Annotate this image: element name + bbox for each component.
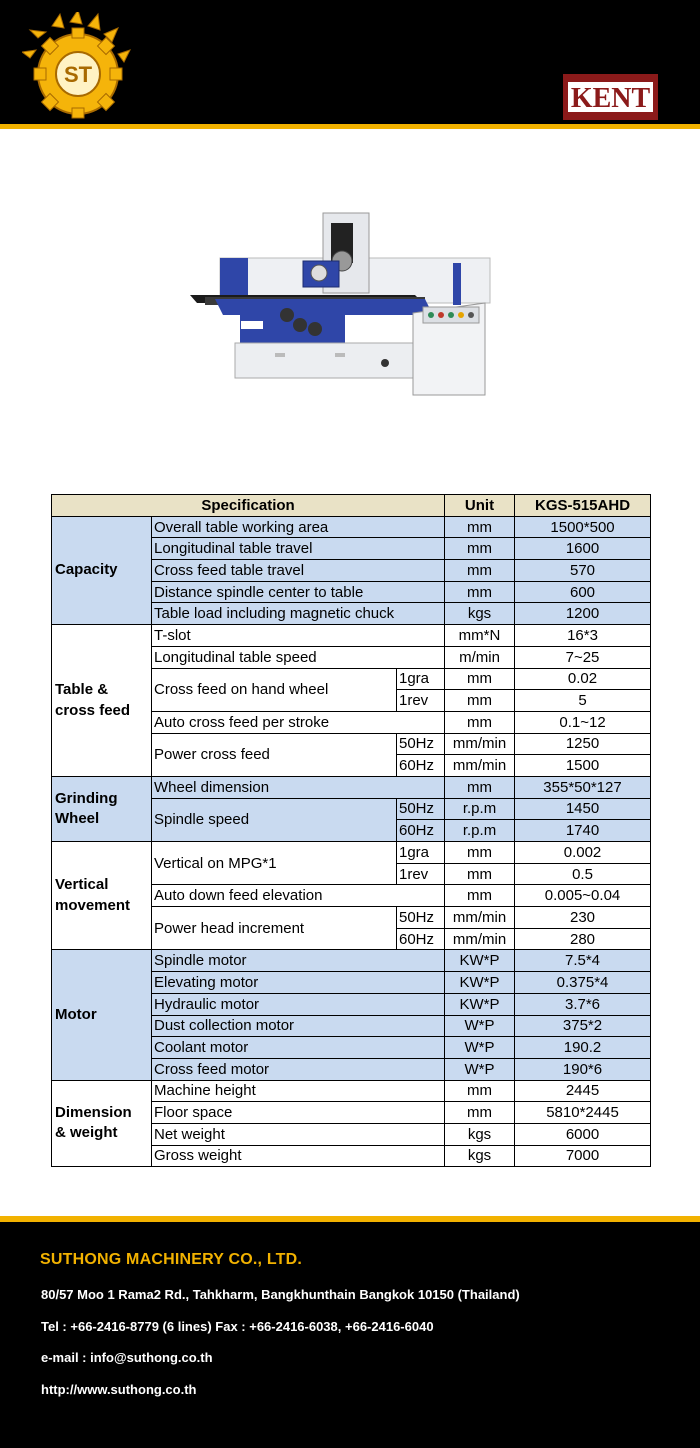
spec-unit: mm xyxy=(445,863,515,885)
spec-header: Specification xyxy=(52,495,445,517)
group-table-cross-feed xyxy=(52,625,152,777)
spec-unit: mm xyxy=(445,842,515,864)
spec-value: 0.005~0.04 xyxy=(515,885,651,907)
spec-name: Machine height xyxy=(152,1080,445,1102)
spec-unit: mm/min xyxy=(445,733,515,755)
spec-unit: W*P xyxy=(445,1058,515,1080)
spec-value: 375*2 xyxy=(515,1015,651,1037)
spec-value: 0.5 xyxy=(515,863,651,885)
spec-sub: 1rev xyxy=(397,690,445,712)
spec-unit: mm/min xyxy=(445,907,515,929)
spec-value: 1500*500 xyxy=(515,516,651,538)
spec-name: Floor space xyxy=(152,1102,445,1124)
spec-sub: 50Hz xyxy=(397,798,445,820)
spec-value: 190*6 xyxy=(515,1058,651,1080)
spec-value: 190.2 xyxy=(515,1037,651,1059)
group-label: Dimension & weight xyxy=(55,1104,132,1142)
table-row xyxy=(52,1080,651,1102)
model-header: KGS-515AHD xyxy=(515,495,651,517)
spec-name: Spindle speed xyxy=(152,798,397,841)
spec-unit: r.p.m xyxy=(445,798,515,820)
spec-value: 1600 xyxy=(515,538,651,560)
spec-name: Net weight xyxy=(152,1123,445,1145)
spec-name: Wheel dimension xyxy=(152,776,445,798)
spec-unit: W*P xyxy=(445,1015,515,1037)
spec-unit: mm/min xyxy=(445,928,515,950)
spec-unit: m/min xyxy=(445,646,515,668)
spec-name: Cross feed on hand wheel xyxy=(152,668,397,711)
spec-name: Auto down feed elevation xyxy=(152,885,445,907)
spec-unit: mm xyxy=(445,560,515,582)
table-row xyxy=(52,842,651,864)
spec-value: 0.02 xyxy=(515,668,651,690)
spec-value: 0.002 xyxy=(515,842,651,864)
header-accent-line xyxy=(0,124,700,129)
spec-name: Table load including magnetic chuck xyxy=(152,603,445,625)
spec-value: 1250 xyxy=(515,733,651,755)
kent-logo-text: KENT xyxy=(570,83,651,114)
spec-value: 0.375*4 xyxy=(515,972,651,994)
spec-name: Power head increment xyxy=(152,907,397,950)
group-label: Vertical movement xyxy=(55,876,131,914)
group-label: Table & cross feed xyxy=(55,681,131,719)
spec-name: T-slot xyxy=(152,625,445,647)
table-header-row xyxy=(52,495,651,517)
spec-value: 230 xyxy=(515,907,651,929)
spec-unit: mm xyxy=(445,690,515,712)
company-phone: Tel : +66-2416-8779 (6 lines) Fax : +66-2416-6038, +66-2416-6040 xyxy=(41,1319,434,1334)
spec-unit: W*P xyxy=(445,1037,515,1059)
spec-unit: mm xyxy=(445,1080,515,1102)
kent-logo xyxy=(563,74,658,120)
group-vertical-movement xyxy=(52,842,152,950)
spec-value: 7000 xyxy=(515,1145,651,1167)
spec-unit: mm*N xyxy=(445,625,515,647)
spec-unit: KW*P xyxy=(445,993,515,1015)
spec-unit: mm xyxy=(445,516,515,538)
spec-sub: 50Hz xyxy=(397,733,445,755)
spec-sub: 1gra xyxy=(397,842,445,864)
spec-value: 570 xyxy=(515,560,651,582)
spec-name: Gross weight xyxy=(152,1145,445,1167)
spec-name: Overall table working area xyxy=(152,516,445,538)
spec-name: Spindle motor xyxy=(152,950,445,972)
spec-unit: mm xyxy=(445,885,515,907)
spec-value: 7~25 xyxy=(515,646,651,668)
spec-name: Distance spindle center to table xyxy=(152,581,445,603)
spec-value: 355*50*127 xyxy=(515,776,651,798)
table-row xyxy=(52,625,651,647)
company-name: SUTHONG MACHINERY CO., LTD. xyxy=(40,1251,302,1268)
spec-unit: mm xyxy=(445,1102,515,1124)
spec-value: 2445 xyxy=(515,1080,651,1102)
group-dimension-weight xyxy=(52,1080,152,1167)
spec-unit: kgs xyxy=(445,1145,515,1167)
table-row xyxy=(52,950,651,972)
spec-name: Hydraulic motor xyxy=(152,993,445,1015)
group-capacity: Capacity xyxy=(52,516,152,624)
spec-name: Auto cross feed per stroke xyxy=(152,711,445,733)
table-row xyxy=(52,516,651,538)
spec-value: 1200 xyxy=(515,603,651,625)
spec-sub: 60Hz xyxy=(397,928,445,950)
unit-header: Unit xyxy=(445,495,515,517)
spec-sub: 50Hz xyxy=(397,907,445,929)
spec-unit: mm xyxy=(445,776,515,798)
group-grinding-wheel xyxy=(52,776,152,841)
spec-name: Elevating motor xyxy=(152,972,445,994)
spec-value: 0.1~12 xyxy=(515,711,651,733)
spec-unit: mm/min xyxy=(445,755,515,777)
spec-name: Dust collection motor xyxy=(152,1015,445,1037)
specification-table xyxy=(51,494,651,1167)
spec-name: Power cross feed xyxy=(152,733,397,776)
spec-value: 1450 xyxy=(515,798,651,820)
spec-value: 7.5*4 xyxy=(515,950,651,972)
spec-unit: mm xyxy=(445,538,515,560)
spec-unit: kgs xyxy=(445,1123,515,1145)
spec-unit: mm xyxy=(445,581,515,603)
svg-text:ST: ST xyxy=(63,62,93,87)
spec-unit: mm xyxy=(445,711,515,733)
spec-value: 280 xyxy=(515,928,651,950)
group-motor: Motor xyxy=(52,950,152,1080)
company-website-link[interactable]: http://www.suthong.co.th xyxy=(41,1382,197,1397)
spec-name: Cross feed motor xyxy=(152,1058,445,1080)
spec-unit: KW*P xyxy=(445,972,515,994)
spec-name: Longitudinal table speed xyxy=(152,646,445,668)
spec-unit: mm xyxy=(445,668,515,690)
spec-unit: r.p.m xyxy=(445,820,515,842)
spec-value: 600 xyxy=(515,581,651,603)
spec-value: 6000 xyxy=(515,1123,651,1145)
company-email[interactable]: e-mail : info@suthong.co.th xyxy=(41,1350,213,1365)
spec-name: Cross feed table travel xyxy=(152,560,445,582)
spec-name: Longitudinal table travel xyxy=(152,538,445,560)
suthong-gear-logo xyxy=(22,12,134,120)
spec-value: 1500 xyxy=(515,755,651,777)
spec-name: Coolant motor xyxy=(152,1037,445,1059)
surface-grinding-machine-image xyxy=(185,203,495,403)
spec-value: 16*3 xyxy=(515,625,651,647)
spec-value: 1740 xyxy=(515,820,651,842)
spec-sub: 1rev xyxy=(397,863,445,885)
spec-value: 5 xyxy=(515,690,651,712)
spec-sub: 1gra xyxy=(397,668,445,690)
spec-unit: KW*P xyxy=(445,950,515,972)
spec-value: 5810*2445 xyxy=(515,1102,651,1124)
spec-value: 3.7*6 xyxy=(515,993,651,1015)
spec-unit: kgs xyxy=(445,603,515,625)
spec-name: Vertical on MPG*1 xyxy=(152,842,397,885)
spec-sub: 60Hz xyxy=(397,820,445,842)
group-label: Grinding Wheel xyxy=(55,789,118,827)
table-row xyxy=(52,776,651,798)
company-address: 80/57 Moo 1 Rama2 Rd., Tahkharm, Bangkhunthain Bangkok 10150 (Thailand) xyxy=(41,1287,520,1302)
spec-sub: 60Hz xyxy=(397,755,445,777)
